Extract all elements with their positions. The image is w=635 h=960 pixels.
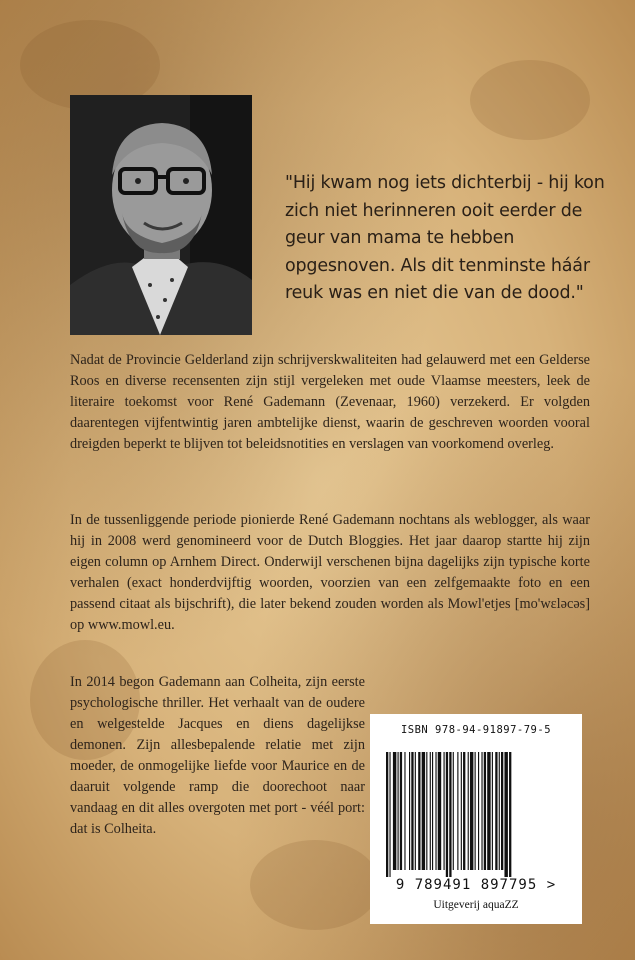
barcode-bar	[393, 752, 396, 870]
publisher-name: Uitgeverij aquaZZ	[433, 899, 519, 911]
barcode-bar	[415, 752, 416, 870]
barcode-digits: 9 789491 897795 >	[395, 877, 557, 893]
isbn-label: ISBN 978-94-91897-79-5	[400, 724, 552, 736]
barcode-bar	[446, 752, 448, 877]
barcode-box	[370, 714, 582, 924]
barcode-bar	[481, 752, 482, 870]
bio-text: Nadat de Provincie Gelderland zijn schrijverskwaliteiten had gelauwerd met een Gelderse Roos en diverse recensenten zijn stijl vergeleken met oude Vlaamse meesters, leek de literaire toekomst voor René Gademann (Zevenaar, 1960) verzekerd. Er volgden daarentegen vijfentwintig jaren ambtelijke dienst, waarin de geschreven woorden vooral dreigden beperkt te blijven tot beleidsnotities en verslagen van voorkomend overleg.	[70, 352, 590, 452]
bio-paragraph-2	[70, 510, 590, 636]
barcode-bar	[418, 752, 420, 870]
barcode-bar	[386, 752, 388, 877]
barcode-bar	[478, 752, 479, 870]
barcode-bar	[484, 752, 486, 870]
barcode-bar	[453, 752, 454, 870]
barcode-bar	[501, 752, 503, 870]
barcode-bar	[444, 752, 445, 870]
barcode-bar	[487, 752, 490, 870]
bio-text: In de tussenliggende periode pionierde René Gademann nochtans als weblogger, als waar hij in 2008 werd genomineerd voor de Dutch Bloggies. Het jaar daarop startte hij zijn eigen column op Arnhem Direct. Onderwijl verschenen bijna dagelijks zijn typische korte verhalen (exact honderdvijftig woorden, voorzien van een zelfgemaakte foto en een passend citaat als bijschrift), die later bekend zouden worden als Mowl'etjes [mo'wɛləcəs] op www.mowl.eu.	[70, 512, 590, 633]
author-photo	[70, 95, 252, 335]
barcode-bar	[404, 752, 405, 870]
barcode-bar	[411, 752, 413, 870]
pull-quote: "Hij kwam nog iets dichterbij - hij kon zich niet herinneren ooit eerder de geur van mama te hebben opgesnoven. Als dit tenminste háár reuk was en niet die van de dood."	[285, 173, 605, 303]
barcode-bar	[430, 752, 431, 870]
barcode-bar	[449, 752, 451, 877]
barcode-bar	[422, 752, 425, 870]
barcode-bar	[504, 752, 507, 877]
barcode-bar	[432, 752, 433, 870]
barcode-bar	[400, 752, 402, 870]
paper-stain	[470, 60, 590, 140]
barcode-bar	[468, 752, 469, 870]
barcode-bar	[438, 752, 441, 870]
barcode-bar	[463, 752, 465, 870]
barcode-bar	[426, 752, 427, 870]
barcode-bar	[409, 752, 410, 870]
barcode-bar	[470, 752, 473, 870]
barcode-bar	[435, 752, 436, 870]
bio-paragraph-1	[70, 350, 590, 455]
barcode-bar	[398, 752, 399, 870]
barcode-icon	[386, 752, 566, 877]
barcode-bar	[499, 752, 500, 870]
barcode-bar	[509, 752, 511, 877]
bio-text: In 2014 begon Gademann aan Colheita, zijn eerste psychologische thriller. Het verhaalt van de oudere en welgestelde Jacques en diens dagelijkse demonen. Zijn allesbepalende relatie met zijn moeder, de onmogelijke liefde voor Maurice en de daaruit volgende ramp die doorechoot naar vandaag en dit alles overgoten met port - véél port: dat is Colheita.	[70, 674, 365, 837]
barcode-bar	[457, 752, 458, 870]
barcode-bar	[389, 752, 390, 877]
barcode-bar	[492, 752, 493, 870]
barcode-bar	[475, 752, 476, 870]
barcode-bar	[495, 752, 497, 870]
barcode-bar	[461, 752, 462, 870]
paper-stain	[250, 840, 380, 930]
